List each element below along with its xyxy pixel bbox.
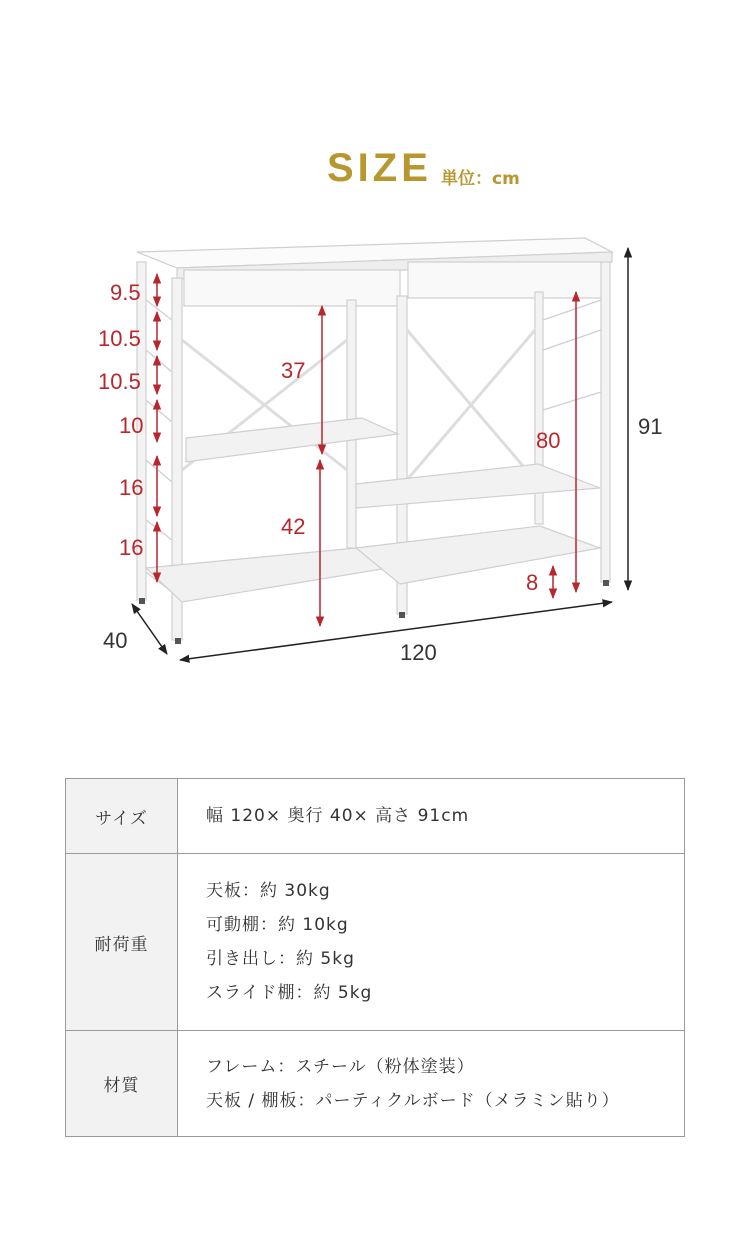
spec-table [65,778,685,1137]
spec-line: 幅 120× 奥行 40× 高さ 91cm [206,806,470,826]
dim-label-8: 8 [526,570,539,595]
spec-line: フレーム：スチール（粉体塗装） [206,1056,475,1077]
table-row [66,779,685,854]
dim-label-10-5-a: 10.5 [98,326,141,351]
page-title: SIZE [327,146,432,190]
spec-line: 引き出し：約 5kg [206,949,355,969]
spec-label-material: 材質 [66,1031,178,1137]
spec-label-size: サイズ [66,779,178,854]
spec-line: 天板：約 30kg [206,881,331,901]
unit-label: 単位：cm [441,169,520,189]
spec-line: スライド棚：約 5kg [206,983,373,1003]
dim-label-42: 42 [281,514,306,539]
table-row [66,854,685,1031]
dim-label-depth: 40 [103,628,128,653]
spec-value-material [178,1031,685,1137]
dim-label-10-5-b: 10.5 [98,369,141,394]
dim-label-16-b: 16 [119,535,144,560]
spec-line: 天板 / 棚板：パーティクルボード（メラミン貼り） [206,1090,620,1111]
spec-label-load: 耐荷重 [66,854,178,1031]
dim-label-9-5: 9.5 [110,280,141,305]
dim-label-height: 91 [638,414,663,439]
dim-label-80: 80 [536,428,561,453]
spec-value-load [178,854,685,1031]
dim-label-16-a: 16 [119,475,144,500]
dim-label-10: 10 [119,413,144,438]
dim-label-width: 120 [400,640,437,665]
spec-value-size [178,779,685,854]
table-row [66,1031,685,1137]
spec-line: 可動棚：約 10kg [206,915,349,935]
dim-label-37: 37 [281,358,306,383]
